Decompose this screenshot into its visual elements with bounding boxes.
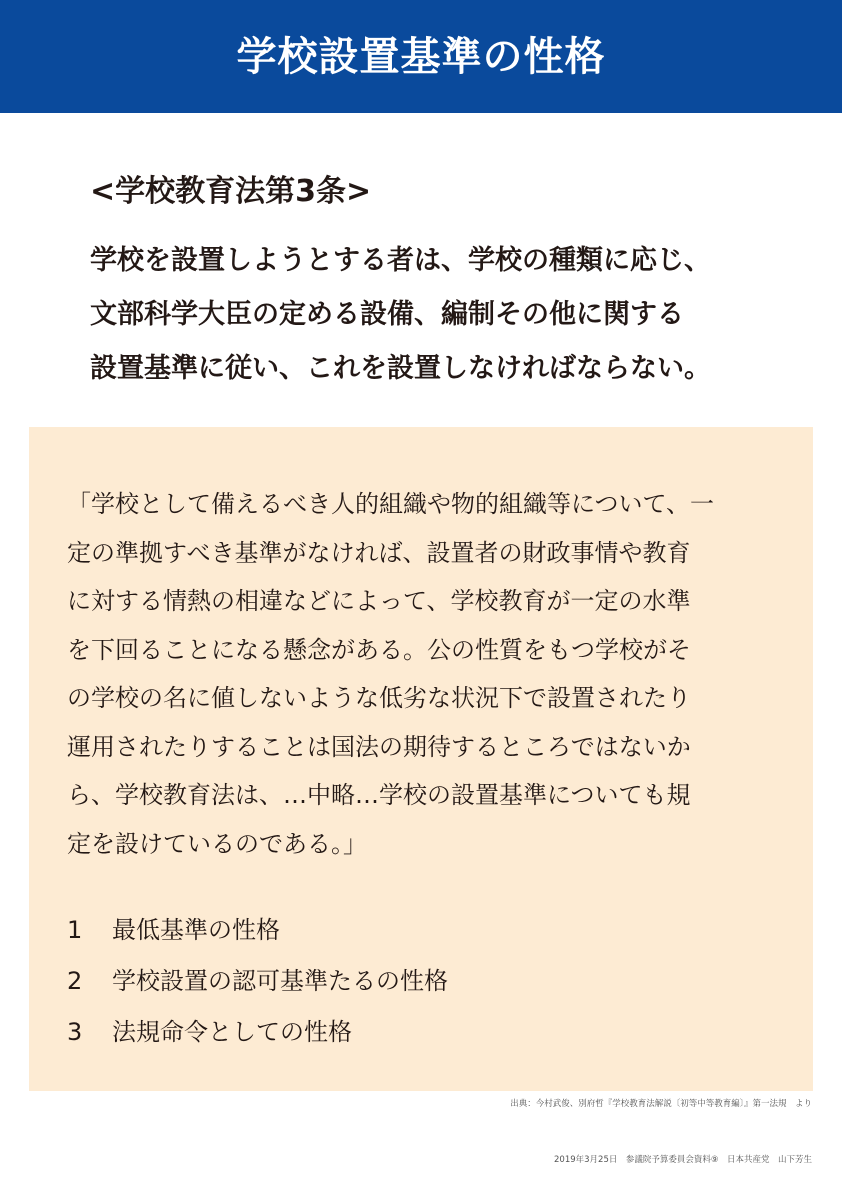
quote-line: に対する情熱の相違などによって、学校教育が一定の水準 — [67, 587, 691, 615]
quote-line: 「学校として備えるべき人的組織や物的組織等について、一 — [67, 490, 715, 518]
list-item — [67, 905, 448, 956]
law-heading: <学校教育法第3条> — [90, 174, 372, 209]
point-number: 2 — [67, 967, 83, 995]
quote-box — [29, 427, 813, 1091]
law-line: 学校を設置しようとする者は、学校の種類に応じ、 — [90, 245, 711, 276]
header-banner — [0, 0, 842, 113]
point-text: 最低基準の性格 — [112, 916, 280, 944]
quote-line: 運用されたりすることは国法の期待するところではないか — [67, 732, 691, 761]
point-number: 1 — [67, 916, 83, 944]
page-title: 学校設置基準の性格 — [236, 34, 606, 80]
list-item — [67, 956, 448, 1007]
point-text: 学校設置の認可基準たるの性格 — [112, 967, 448, 995]
quote-line: 定の準拠すべき基準がなければ、設置者の財政事情や教育 — [67, 538, 691, 567]
quote-line: の学校の名に値しないような低劣な状況下で設置されたり — [67, 684, 691, 712]
quote-line: を下回ることになる懸念がある。公の性質をもつ学校がそ — [67, 635, 691, 664]
law-line: 設置基準に従い、これを設置しなければならない。 — [90, 353, 711, 384]
law-line: 文部科学大臣の定める設備、編制その他に関する — [90, 299, 684, 330]
quote-line: 定を設けているのである。」 — [67, 829, 367, 858]
list-item — [67, 1007, 448, 1058]
footer-note: 2019年3月25日 参議院予算委員会資料⑨ 日本共産党 山下芳生 — [554, 1155, 812, 1165]
law-text — [90, 234, 790, 396]
source-citation: 出典：今村武俊、別府哲『学校教育法解説〔初等中等教育編〕』第一法規 より — [510, 1099, 812, 1109]
quote-line: ら、学校教育法は、…中略…学校の設置基準についても規 — [67, 781, 691, 809]
points-list — [67, 905, 448, 1058]
quote-text — [67, 480, 797, 868]
point-number: 3 — [67, 1018, 83, 1046]
point-text: 法規命令としての性格 — [112, 1018, 352, 1046]
